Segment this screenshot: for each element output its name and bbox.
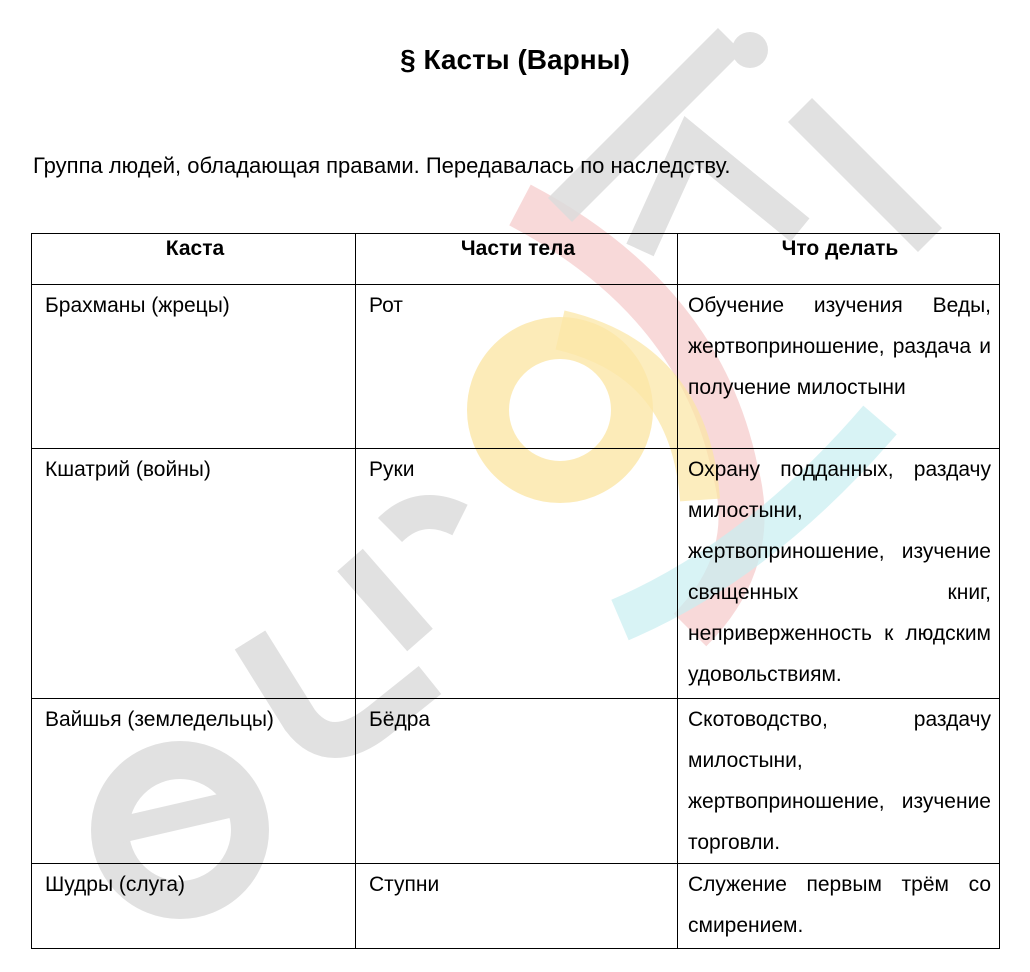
header-duties: Что делать <box>678 234 1000 285</box>
page-title: § Касты (Варны) <box>400 44 630 75</box>
cell-caste: Кшатрий (войны) <box>32 449 356 699</box>
header-body-part: Части тела <box>356 234 678 285</box>
cell-caste: Вайшья (земледельцы) <box>32 699 356 864</box>
cell-duties: Охрану подданных, раздачу милостыни, жертвоприношение, изучение священных книг, неприверженность к людским удовольствиям. <box>678 449 1000 699</box>
cell-body-part: Руки <box>356 449 678 699</box>
cell-body-part: Рот <box>356 285 678 449</box>
castes-table <box>31 233 1000 949</box>
cell-caste: Шудры (слуга) <box>32 864 356 949</box>
cell-duties: Обучение изучения Веды, жертвоприношение, раздача и получение милостыни <box>678 285 1000 449</box>
cell-duties: Служение первым трём со смирением. <box>678 864 1000 949</box>
intro-paragraph: Группа людей, обладающая правами. Передавалась по наследству. <box>33 153 731 178</box>
cell-duties: Скотоводство, раздачу милостыни, жертвоприношение, изучение торговли. <box>678 699 1000 864</box>
header-caste: Каста <box>32 234 356 285</box>
cell-body-part: Ступни <box>356 864 678 949</box>
cell-caste: Брахманы (жрецы) <box>32 285 356 449</box>
cell-body-part: Бёдра <box>356 699 678 864</box>
table-row <box>32 449 1000 699</box>
table-header-row <box>32 234 1000 285</box>
table-row <box>32 699 1000 864</box>
table-row <box>32 864 1000 949</box>
table-row <box>32 285 1000 449</box>
